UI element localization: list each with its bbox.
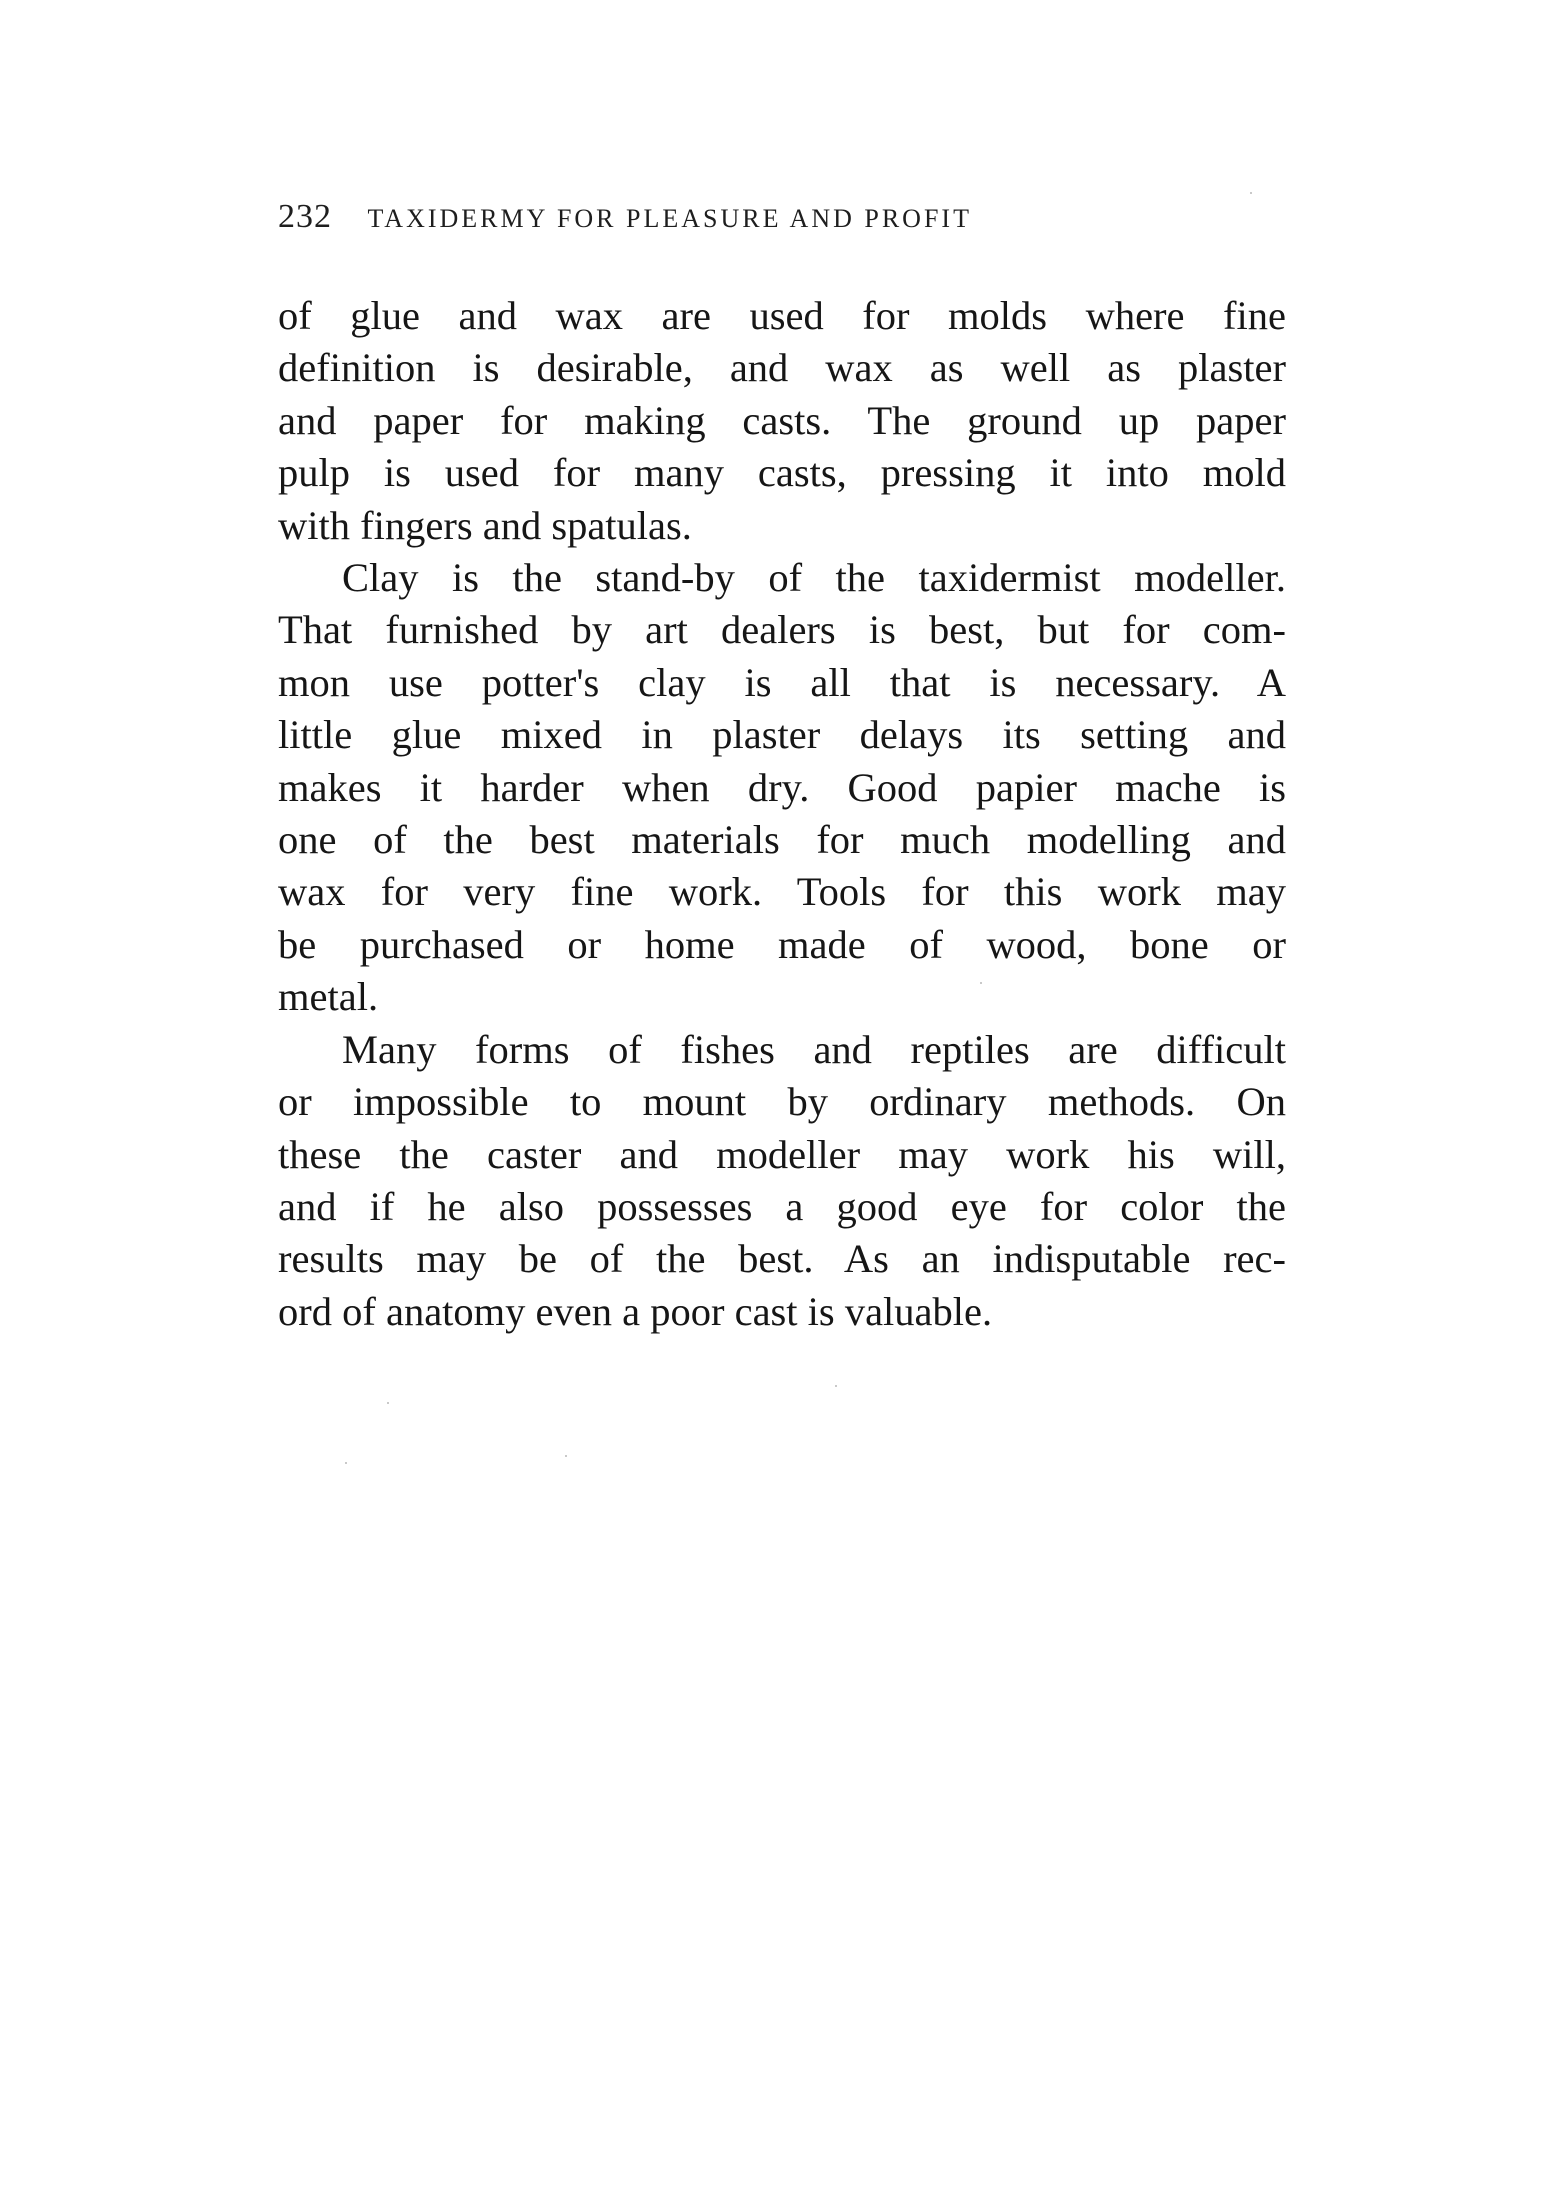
scan-speck [980,982,982,984]
text-line: and paper for making casts. The ground up paper [278,397,1286,443]
scan-speck [835,1385,837,1387]
text-line: little glue mixed in plaster delays its setting and [278,712,1286,758]
text-line: or impossible to mount by ordinary methods. On [278,1079,1286,1125]
running-head [278,198,1278,242]
text-line: metal. [278,974,379,1020]
text-line: of glue and wax are used for molds where fine [278,293,1286,338]
text-line: definition is desirable, and wax as well as plaster [278,345,1286,391]
text-line: ord of anatomy even a poor cast is valuable. [278,1288,993,1334]
text-line: Clay is the stand-by of the taxidermist modeller. [342,555,1286,601]
text-line: makes it harder when dry. Good papier mache is [278,764,1286,810]
body-text [278,290,1286,1338]
text-line: That furnished by art dealers is best, but for com- [278,607,1286,653]
text-line: wax for very fine work. Tools for this work may [278,869,1286,915]
scan-speck [387,1402,389,1404]
text-line: be purchased or home made of wood, bone or [278,921,1286,967]
text-line: one of the best materials for much modelling and [278,817,1286,863]
text-line: and if he also possesses a good eye for color the [278,1183,1286,1229]
text-line: results may be of the best. As an indisputable rec- [278,1236,1286,1282]
paragraph-3 [278,1024,1286,1338]
running-title: TAXIDERMY FOR PLEASURE AND PROFIT [367,204,972,233]
paragraph-1 [278,290,1286,552]
text-line: these the caster and modeller may work his will, [278,1131,1286,1177]
scan-speck [1250,192,1252,194]
page-number: 232 [278,198,332,235]
text-line: Many forms of fishes and reptiles are difficult [342,1026,1286,1072]
paragraph-2 [278,552,1286,1024]
scan-speck [345,1462,347,1464]
text-line: with fingers and spatulas. [278,502,692,548]
scan-speck [565,1455,567,1457]
text-line: mon use potter's clay is all that is necessary. A [278,659,1286,705]
text-line: pulp is used for many casts, pressing it into mold [278,450,1286,496]
